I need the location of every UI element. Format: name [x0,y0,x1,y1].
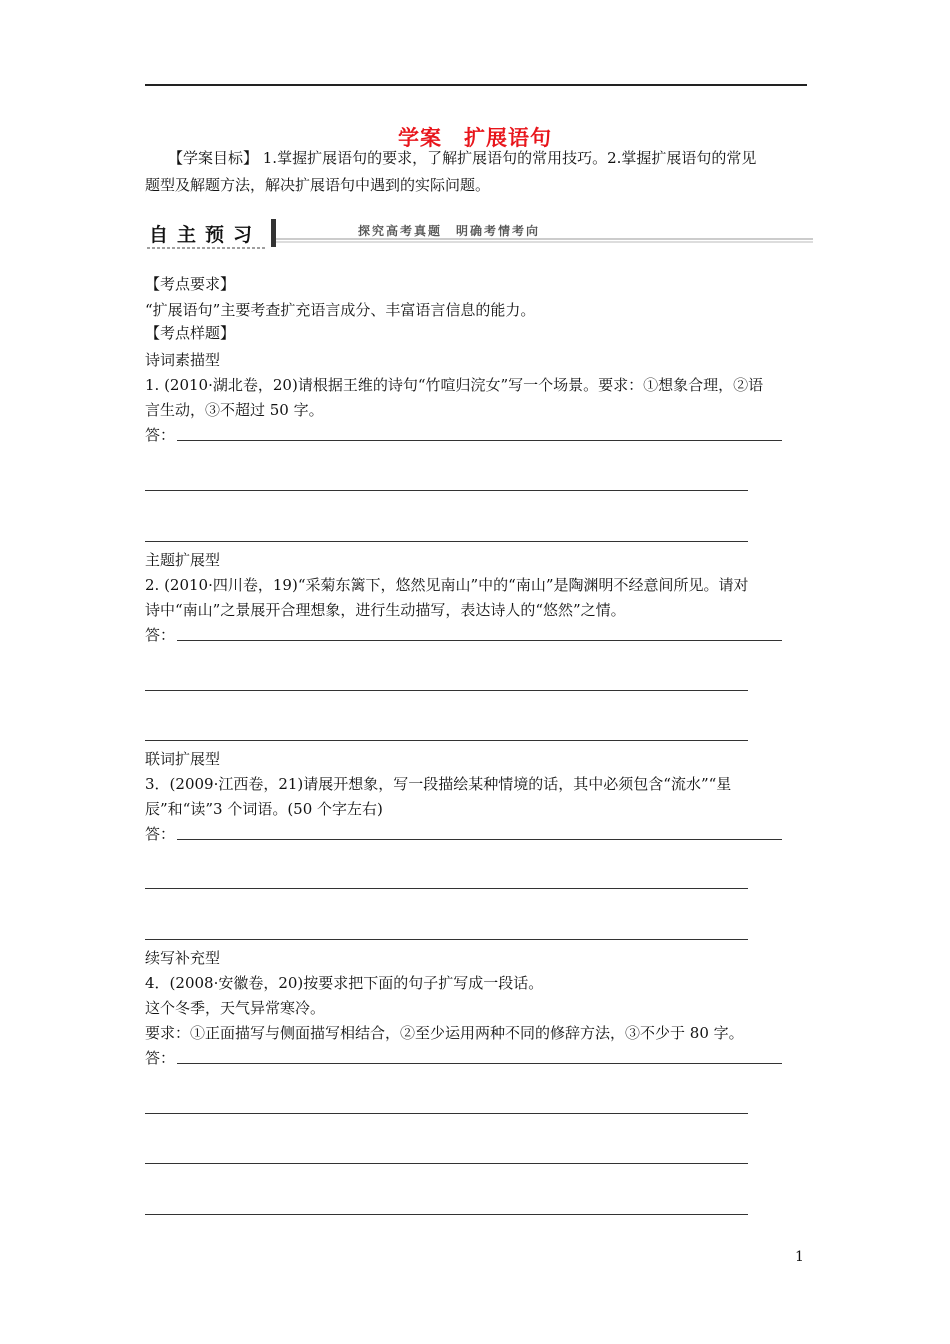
question-text-line: 言生动，③不超过 50 字。 [145,401,324,419]
answer-line[interactable] [145,690,748,691]
requirement-heading: 【考点要求】 [145,275,236,293]
answer-label: 答： [145,825,176,843]
answer-line[interactable] [145,888,748,889]
banner-subtitle: 探究高考真题 明确考情考向 [358,224,541,238]
answer-line[interactable] [177,839,782,840]
examples-heading: 【考点样题】 [145,324,236,342]
question-text-line: 辰”和“读”3 个词语。(50 个字左右) [145,800,383,818]
answer-line[interactable] [145,541,748,542]
page-title: 学案 扩展语句 [398,126,552,150]
answer-line[interactable] [145,490,748,491]
answer-line[interactable] [145,1113,748,1114]
question-text-line: 4．(2008·安徽卷，20)按要求把下面的句子扩写成一段话。 [145,974,544,992]
question-text-line: 诗中“南山”之景展开合理想象，进行生动描写，表达诗人的“悠然”之情。 [145,601,626,619]
page-number: 1 [795,1249,804,1265]
answer-label: 答： [145,1049,176,1067]
question-text-line: 2. (2010·四川卷，19)“采菊东篱下，悠然见南山”中的“南山”是陶渊明不经意间所见。请对 [145,576,749,594]
question-type: 联词扩展型 [145,750,221,768]
question-text-line: 3．(2009·江西卷，21)请展开想象，写一段描绘某种情境的话，其中必须包含“流水”“星 [145,775,732,793]
question-text-line: 这个冬季，天气异常寒冷。 [145,999,326,1017]
answer-line[interactable] [145,1214,748,1215]
answer-label: 答： [145,426,176,444]
objective-line-2: 题型及解题方法，解决扩展语句中遇到的实际问题。 [145,176,491,194]
question-type: 续写补充型 [145,949,221,967]
header-rule [145,84,807,86]
question-type: 诗词素描型 [145,351,221,369]
answer-line[interactable] [177,440,782,441]
banner-label: 自主预习 [149,224,262,246]
question-type: 主题扩展型 [145,551,221,569]
answer-line[interactable] [177,640,782,641]
answer-line[interactable] [145,740,748,741]
question-text-line: 1. (2010·湖北卷，20)请根据王维的诗句“竹喧归浣女”写一个场景。要求：①想象合理，②语 [145,376,764,394]
answer-line[interactable] [145,939,748,940]
answer-label: 答： [145,626,176,644]
question-text-line: 要求：①正面描写与侧面描写相结合，②至少运用两种不同的修辞方法，③不少于 80 字。 [145,1024,744,1042]
answer-line[interactable] [177,1063,782,1064]
requirement-text: “扩展语句”主要考查扩充语言成分、丰富语言信息的能力。 [145,301,536,319]
objective-line-1: 【学案目标】 1.掌握扩展语句的要求，了解扩展语句的常用技巧。2.掌握扩展语句的常见 [168,149,757,167]
answer-line[interactable] [145,1163,748,1164]
